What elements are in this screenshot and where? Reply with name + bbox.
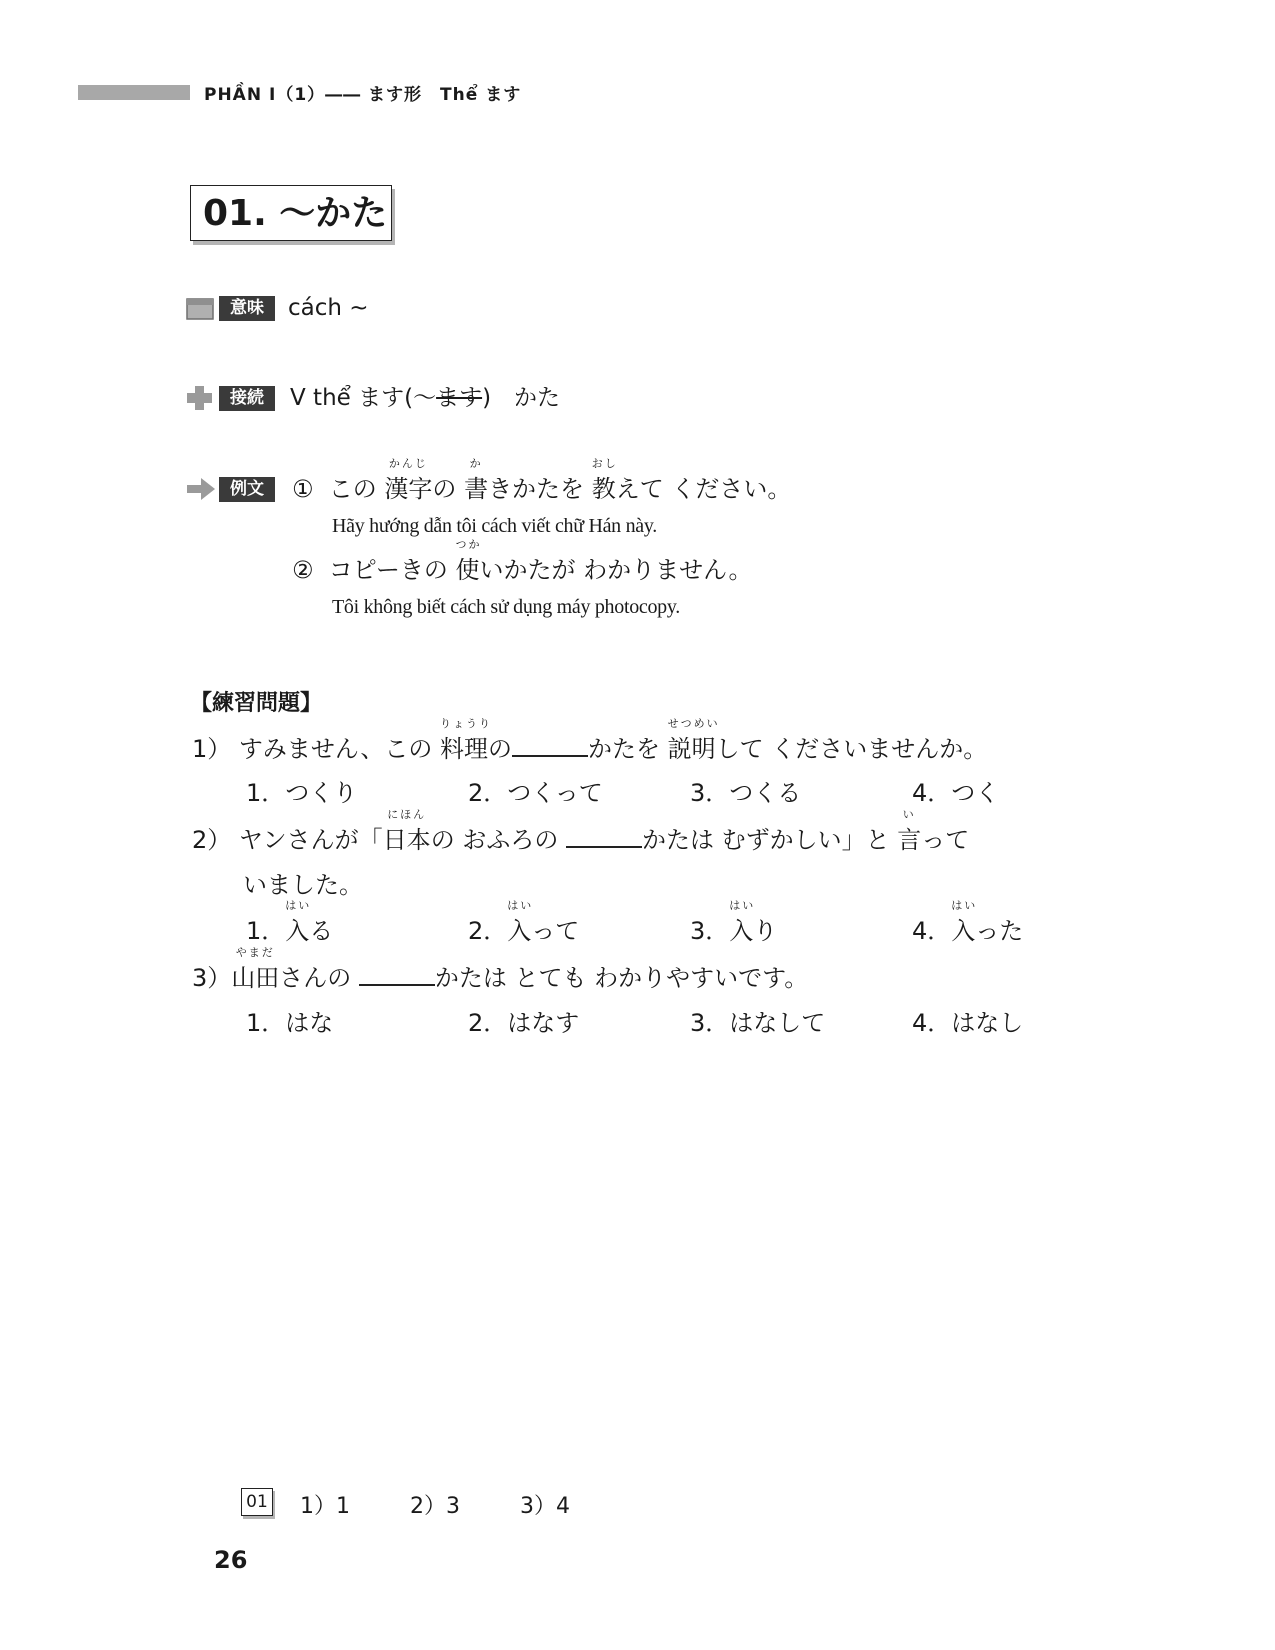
ruby-kanji	[285, 899, 312, 946]
question-2-text-a: ヤンさんが「	[238, 826, 383, 854]
example-2-number: ②	[292, 556, 314, 584]
furigana: おし	[591, 457, 618, 470]
ruby-kanji	[667, 717, 720, 764]
kanji: 言	[897, 826, 922, 854]
page-number: 26	[214, 1546, 248, 1574]
section-title: 01. ～かた	[190, 185, 392, 241]
connection-label: 接続	[216, 386, 275, 411]
plus-icon	[186, 385, 216, 411]
q3-option-4: 4．はなし	[912, 1009, 1024, 1037]
kanji: 書	[464, 475, 489, 503]
furigana: はい	[951, 899, 978, 912]
question-2	[192, 808, 970, 855]
connection-text	[290, 383, 560, 413]
example-1-text-d: えて ください。	[615, 475, 792, 503]
furigana: にほん	[387, 808, 427, 821]
example-1-translation: Hãy hướng dẫn tôi cách viết chữ Hán này.	[332, 515, 657, 537]
kanji: 入	[951, 917, 976, 945]
ruby-kanji	[507, 899, 534, 946]
kanji: 料理	[440, 735, 488, 763]
q3-option-3: 3．はなして	[690, 1009, 826, 1037]
example-1-text-b: の	[432, 475, 465, 503]
q1-option-4: 4．つく	[912, 779, 1000, 807]
question-3	[192, 946, 809, 993]
ruby-kanji	[591, 457, 618, 504]
kanji: 説明	[667, 735, 716, 763]
furigana: せつめい	[667, 717, 720, 730]
q3-option-1: 1．はな	[246, 1009, 334, 1037]
example-1	[292, 457, 792, 504]
question-3-number: 3）	[192, 964, 232, 992]
question-2-number: 2）	[192, 826, 232, 854]
q2-option-3	[690, 899, 778, 946]
question-1	[192, 717, 988, 764]
q2-option-1	[246, 899, 334, 946]
arrow-icon	[186, 476, 216, 502]
kanji: 日本	[382, 826, 431, 854]
example-2-text-b: いかたが わかりません。	[479, 556, 753, 584]
q2-option-2	[468, 899, 580, 946]
question-1-text-c: かたを	[588, 735, 668, 763]
option-number: 2．	[468, 917, 508, 945]
q2-option-4	[912, 899, 1024, 946]
furigana: はい	[285, 899, 312, 912]
question-2-text-d: って	[921, 826, 970, 854]
option-number: 1．	[246, 917, 286, 945]
ruby-kanji	[951, 899, 978, 946]
question-2-line-2: いました。	[243, 871, 363, 899]
example-2-text-a: コピーきの	[328, 556, 456, 584]
furigana: かんじ	[388, 457, 428, 470]
meaning-label: 意味	[216, 296, 275, 321]
example-1-text-c: きかたを	[488, 475, 592, 503]
question-2-text-b: の おふろの	[430, 826, 566, 854]
ruby-kanji	[382, 808, 431, 855]
furigana: はい	[507, 899, 534, 912]
answer-blank	[566, 824, 642, 848]
meaning-text: cách ~	[288, 295, 369, 321]
ruby-kanji	[897, 808, 922, 855]
ruby-kanji	[729, 899, 756, 946]
ruby-kanji	[440, 717, 492, 764]
option-number: 3．	[690, 917, 730, 945]
kanji: 入	[507, 917, 532, 945]
kanji: 入	[285, 917, 310, 945]
answer-2: 2）3	[410, 1494, 460, 1519]
ruby-kanji	[231, 946, 280, 993]
kanji: 漢字	[384, 475, 433, 503]
furigana: か	[469, 457, 483, 470]
option-text: った	[975, 917, 1024, 945]
example-2-translation: Tôi không biết cách sử dụng máy photocopy.	[332, 596, 680, 618]
furigana: つか	[455, 538, 482, 551]
q1-option-1: 1．つくり	[246, 779, 358, 807]
kanji: 使	[455, 556, 480, 584]
running-header: PHẦN Ⅰ（1）―― ます形 Thể ます	[204, 85, 522, 105]
example-1-text-a: この	[328, 475, 385, 503]
book-icon	[186, 295, 216, 321]
question-3-text-b: かたは とても わかりやすいです。	[434, 964, 809, 992]
answer-blank	[512, 733, 588, 757]
question-2-text-c: かたは むずかしい」と	[641, 826, 898, 854]
example-2	[292, 538, 753, 585]
furigana: はい	[729, 899, 756, 912]
example-1-number: ①	[292, 475, 314, 503]
connection-prefix: V thể ます(～	[290, 385, 437, 411]
kanji: 教	[591, 475, 616, 503]
header-bar	[78, 85, 190, 100]
ruby-kanji	[464, 457, 489, 504]
furigana: やまだ	[235, 946, 275, 959]
q1-option-2: 2．つくって	[468, 779, 603, 807]
ruby-kanji	[384, 457, 433, 504]
option-text: る	[309, 917, 334, 945]
examples-label: 例文	[216, 477, 275, 502]
kanji: 山田	[231, 964, 280, 992]
practice-heading: 【練習問題】	[190, 691, 323, 716]
option-text: り	[753, 917, 778, 945]
q3-option-2: 2．はなす	[468, 1009, 580, 1037]
answer-blank	[359, 962, 435, 986]
ruby-kanji	[455, 538, 482, 585]
answer-3: 3）4	[520, 1494, 570, 1519]
answer-1: 1）1	[300, 1494, 350, 1519]
question-3-text-a: さんの	[279, 964, 359, 992]
struck-masu: ます	[436, 385, 483, 411]
furigana: い	[902, 808, 916, 821]
kanji: 入	[729, 917, 754, 945]
question-1-text-a: すみません、この	[238, 735, 440, 763]
question-1-text-b: の	[488, 735, 512, 763]
option-number: 4．	[912, 917, 952, 945]
connection-suffix: ) かた	[482, 385, 561, 411]
question-1-text-d: して くださいませんか。	[715, 735, 988, 763]
question-1-number: 1）	[192, 735, 232, 763]
furigana: りょうり	[440, 717, 492, 730]
option-text: って	[531, 917, 580, 945]
q1-option-3: 3．つくる	[690, 779, 802, 807]
answer-key-label: 01	[241, 1488, 273, 1516]
